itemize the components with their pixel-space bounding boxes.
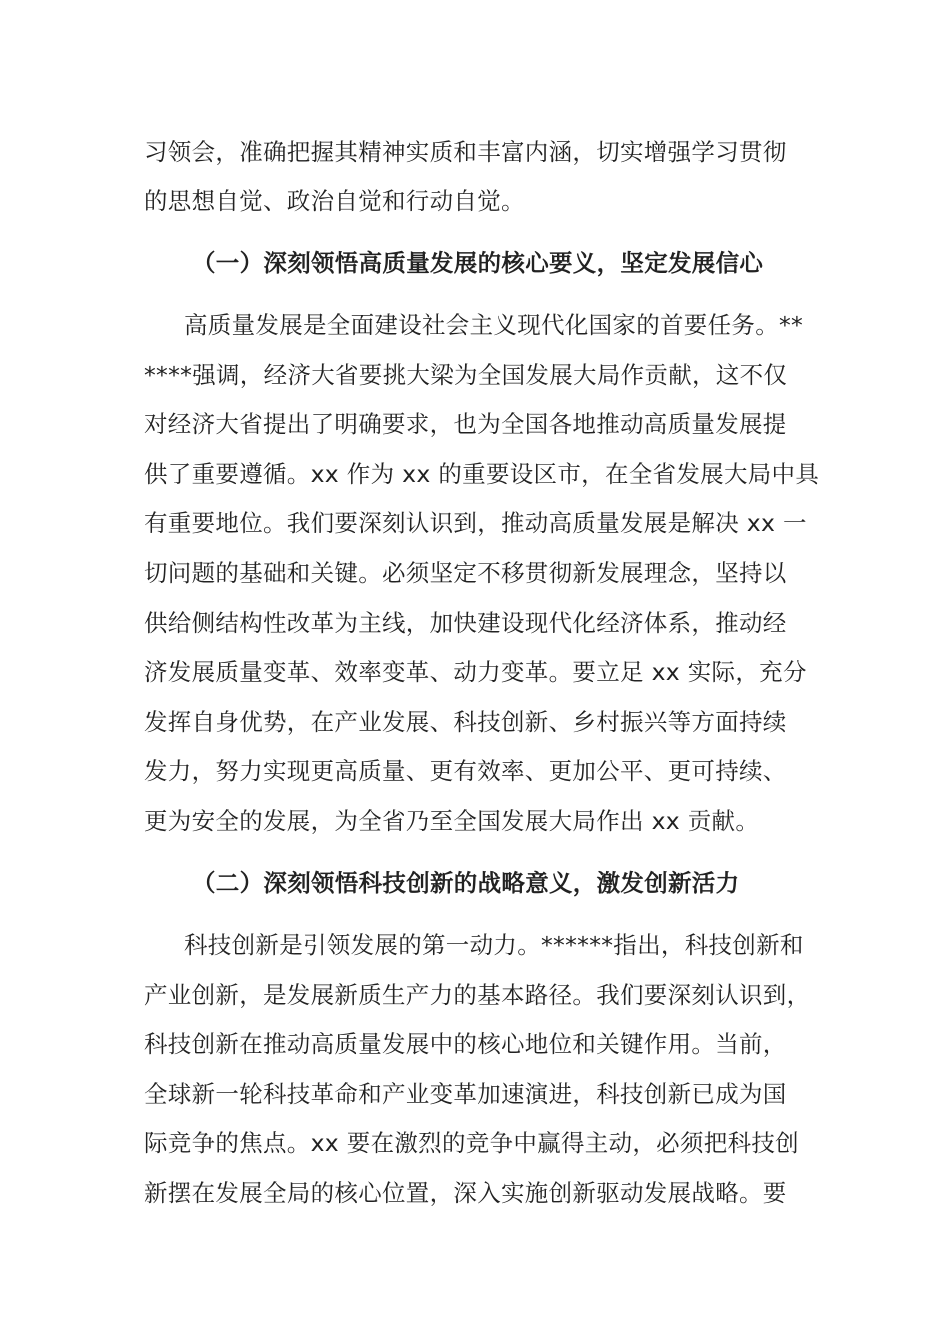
body-text-line: 供了重要遵循。xx 作为 xx 的重要设区市，在全省发展大局中具 xyxy=(144,460,820,488)
body-text-line: 全球新一轮科技革命和产业变革加速演进，科技创新已成为国 xyxy=(144,1080,787,1108)
body-text-line: 对经济大省提出了明确要求，也为全国各地推动高质量发展提 xyxy=(144,410,787,438)
body-text-line: 济发展质量变革、效率变革、动力变革。要立足 xx 实际，充分 xyxy=(144,658,807,686)
body-text-line: 切问题的基础和关键。必须坚定不移贯彻新发展理念，坚持以 xyxy=(144,559,787,587)
body-text-line: 际竞争的焦点。xx 要在激烈的竞争中赢得主动，必须把科技创 xyxy=(144,1129,799,1157)
body-text-line: 更为安全的发展，为全省乃至全国发展大局作出 xx 贡献。 xyxy=(144,807,760,835)
body-text-line: 习领会，准确把握其精神实质和丰富内涵，切实增强学习贯彻 xyxy=(144,138,787,166)
body-text-line: 产业创新，是发展新质生产力的基本路径。我们要深刻认识到， xyxy=(144,981,811,1009)
body-text-line: 供给侧结构性改革为主线，加快建设现代化经济体系，推动经 xyxy=(144,609,787,637)
section-heading-1: （一）深刻领悟高质量发展的核心要义，坚定发展信心 xyxy=(192,249,764,277)
body-text-line: 新摆在发展全局的核心位置，深入实施创新驱动发展战略。要 xyxy=(144,1179,787,1207)
body-text-line: 科技创新在推动高质量发展中的核心地位和关键作用。当前， xyxy=(144,1030,787,1058)
body-text-line: 有重要地位。我们要深刻认识到，推动高质量发展是解决 xx 一 xyxy=(144,509,807,537)
body-text-line: 发挥自身优势，在产业发展、科技创新、乡村振兴等方面持续 xyxy=(144,708,787,736)
body-text-line: 科技创新是引领发展的第一动力。******指出，科技创新和 xyxy=(184,931,804,959)
body-text-line: ****强调，经济大省要挑大梁为全国发展大局作贡献，这不仅 xyxy=(144,361,788,389)
section-heading-2: （二）深刻领悟科技创新的战略意义，激发创新活力 xyxy=(192,869,740,897)
body-text-line: 高质量发展是全面建设社会主义现代化国家的首要任务。** xyxy=(184,311,804,339)
body-text-line: 发力，努力实现更高质量、更有效率、更加公平、更可持续、 xyxy=(144,757,787,785)
body-text-line: 的思想自觉、政治自觉和行动自觉。 xyxy=(144,187,525,215)
